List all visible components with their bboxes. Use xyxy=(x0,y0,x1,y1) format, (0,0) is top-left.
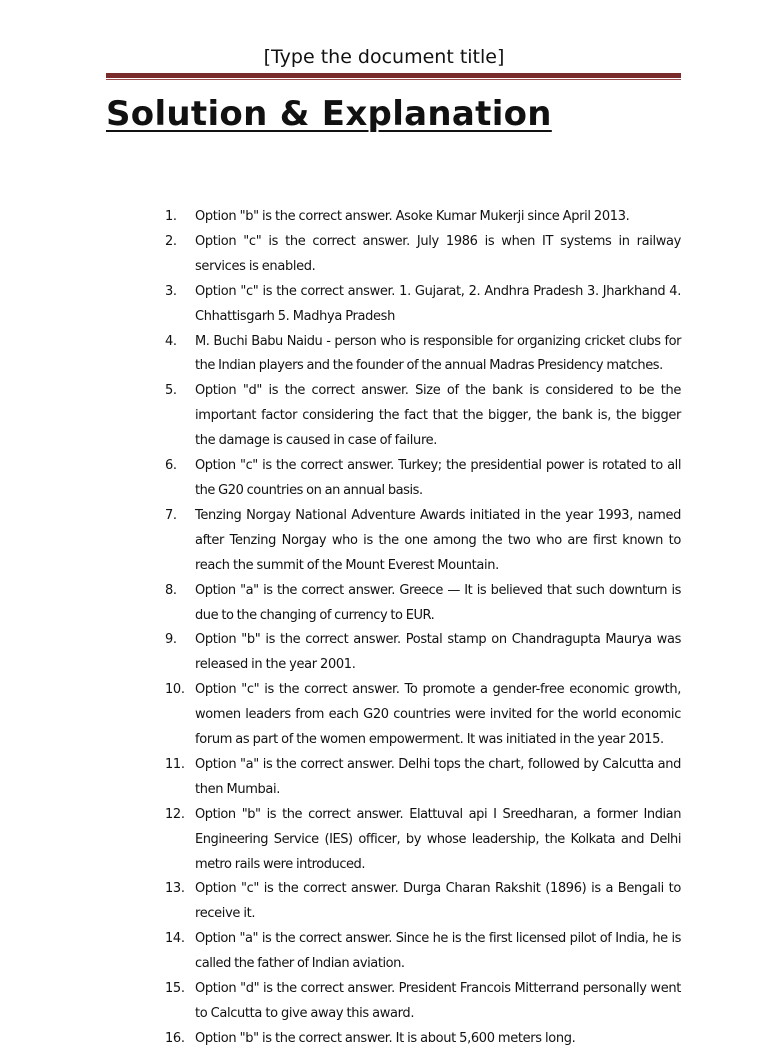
list-item xyxy=(165,205,681,230)
list-item xyxy=(165,330,681,380)
list-item-text: Option "b" is the correct answer. It is about 5,600 meters long. xyxy=(195,1030,576,1046)
list-item xyxy=(165,927,681,977)
list-item-number: 4. xyxy=(165,333,177,349)
list-item xyxy=(165,678,681,753)
list-item-text: Option "a" is the correct answer. Delhi tops the chart, followed by Calcutta and then Mumbai. xyxy=(195,756,681,797)
list-item-number: 2. xyxy=(165,233,177,249)
list-item xyxy=(165,504,681,579)
list-item-text: Option "d" is the correct answer. President Francois Mitterrand personally went to Calcutta to give away this award. xyxy=(195,981,681,1021)
list-item-text: Tenzing Norgay National Adventure Awards initiated in the year 1993, named after Tenzing Norgay who is the one among the two who are first known to reach the summit of the Mount Everest Mountain. xyxy=(195,507,681,573)
list-item xyxy=(165,753,681,803)
list-item-number: 7. xyxy=(165,507,177,523)
list-item-text: Option "c" is the correct answer. 1. Gujarat, 2. Andhra Pradesh 3. Jharkhand 4. Chhattisgarh 5. Madhya Pradesh xyxy=(195,283,681,324)
list-item-number: 11. xyxy=(165,756,185,772)
list-item xyxy=(165,1027,681,1052)
list-item-number: 15. xyxy=(165,981,185,997)
list-item-number: 6. xyxy=(165,458,177,474)
list-item-text: M. Buchi Babu Naidu - person who is responsible for organizing cricket clubs for the Indian players and the founder of the annual Madras Presidency matches. xyxy=(195,333,681,374)
answer-list xyxy=(165,205,681,1052)
list-item-text: Option "a" is the correct answer. Greece — It is believed that such downturn is due to the changing of currency to EUR. xyxy=(195,582,681,623)
list-item xyxy=(165,803,681,878)
list-item-number: 12. xyxy=(165,806,185,822)
list-item xyxy=(165,454,681,504)
list-item-text: Option "b" is the correct answer. Elattuval api I Sreedharan, a former Indian Engineering Service (IES) officer, by whose leadership, the Kolkata and Delhi metro rails were introduced. xyxy=(195,806,681,872)
list-item-number: 9. xyxy=(165,632,177,648)
list-item xyxy=(165,877,681,927)
list-item-number: 1. xyxy=(165,209,177,224)
list-item-text: Option "b" is the correct answer. Postal stamp on Chandragupta Maurya was released in the year 2001. xyxy=(195,632,681,673)
list-item xyxy=(165,579,681,629)
list-item-text: Option "c" is the correct answer. Turkey; the presidential power is rotated to all the G20 countries on an annual basis. xyxy=(195,458,681,498)
document-header-title: [Type the document title] xyxy=(263,46,505,68)
list-item-number: 8. xyxy=(165,582,177,598)
list-item-text: Option "c" is the correct answer. To promote a gender-free economic growth, women leaders from each G20 countries were invited for the world economic forum as part of the women empowerment. It was initiated in the year 2015. xyxy=(195,682,681,748)
page-title: Solution & Explanation xyxy=(106,94,552,134)
list-item-number: 10. xyxy=(165,682,185,698)
list-item xyxy=(165,628,681,678)
list-item-number: 14. xyxy=(165,931,185,947)
list-item-text: Option "c" is the correct answer. Durga Charan Rakshit (1896) is a Bengali to receive it. xyxy=(195,881,681,922)
list-item xyxy=(165,230,681,280)
list-item xyxy=(165,379,681,454)
list-item-text: Option "c" is the correct answer. July 1986 is when IT systems in railway services is enabled. xyxy=(195,233,681,274)
list-item-number: 3. xyxy=(165,283,177,299)
header-divider xyxy=(106,73,681,78)
list-item xyxy=(165,977,681,1027)
list-item-text: Option "d" is the correct answer. Size of the bank is considered to be the important factor considering the fact that the bigger, the bank is, the bigger the damage is caused in case of failure. xyxy=(195,383,681,449)
list-item-text: Option "b" is the correct answer. Asoke Kumar Mukerji since April 2013. xyxy=(195,209,630,224)
list-item-number: 16. xyxy=(165,1030,185,1046)
list-item-number: 13. xyxy=(165,881,185,897)
header-divider-thin xyxy=(106,79,681,80)
list-item-text: Option "a" is the correct answer. Since he is the first licensed pilot of India, he is called the father of Indian aviation. xyxy=(195,931,681,972)
list-item-number: 5. xyxy=(165,383,177,399)
list-item xyxy=(165,280,681,330)
